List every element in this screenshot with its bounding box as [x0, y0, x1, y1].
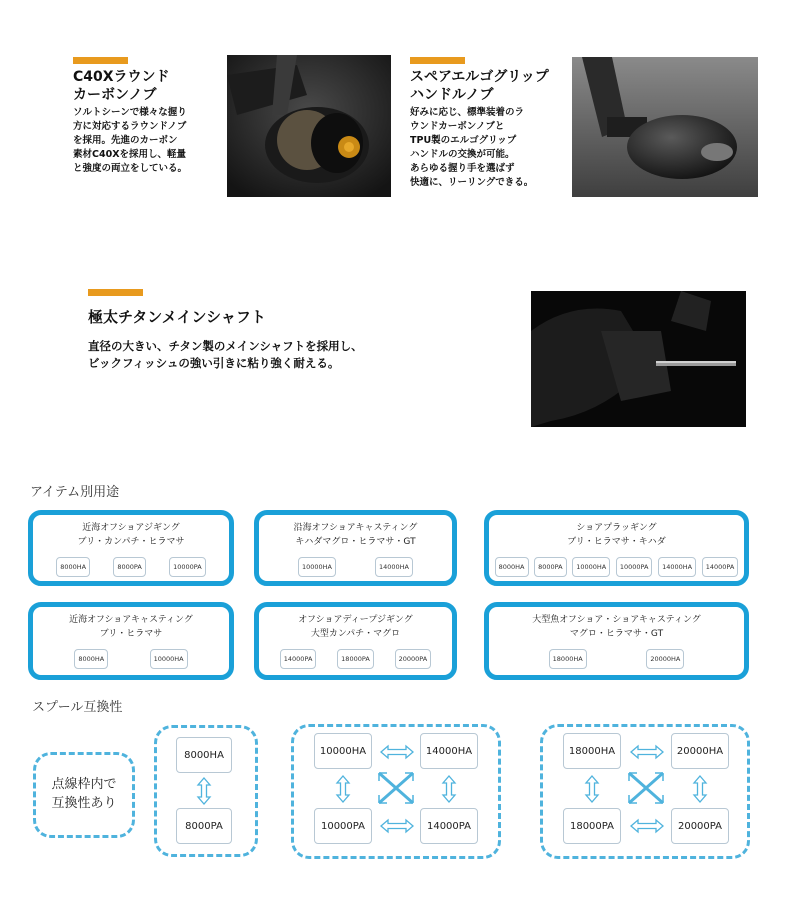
usage-card-title: 近海オフショアキャスティング: [69, 615, 193, 625]
usage-section-title: アイテム別用途: [30, 485, 120, 500]
usage-card-fish: 大型カンパチ・マグロ: [310, 629, 401, 639]
vertical-arrow: [692, 775, 708, 803]
spool-chip: 10000HA: [572, 557, 610, 577]
spool-box: 8000HA: [176, 737, 232, 773]
usage-card: [254, 510, 457, 586]
vertical-arrow: [584, 775, 600, 803]
usage-card: [484, 602, 749, 680]
spool-chip: 10000HA: [150, 649, 188, 669]
usage-card-fish: ブリ・ヒラマサ: [99, 629, 163, 639]
horizontal-arrow: [630, 744, 664, 760]
vertical-arrow: [441, 775, 457, 803]
spool-chip: 14000PA: [702, 557, 739, 577]
usage-card-title: 沿海オフショアキャスティング: [293, 523, 418, 533]
vertical-arrow: [335, 775, 351, 803]
spool-chip: 8000PA: [113, 557, 146, 577]
usage-card-fish: ブリ・カンパチ・ヒラマサ: [77, 537, 185, 547]
usage-card-fish: キハダマグロ・ヒラマサ・GT: [295, 537, 416, 547]
spool-box: 18000HA: [563, 733, 621, 769]
spool-box: 18000PA: [563, 808, 621, 844]
feature-title: スペアエルゴグリップ ハンドルノブ: [410, 69, 549, 103]
spool-box: 8000PA: [176, 808, 232, 844]
accent-bar: [410, 57, 465, 64]
feature-title: C40Xラウンド カーボンノブ: [73, 69, 170, 103]
accent-bar: [88, 289, 143, 296]
titanium-shaft-photo: [531, 291, 746, 427]
spool-chip: 8000PA: [534, 557, 567, 577]
feature-description: 直径の大きい、チタン製のメインシャフトを採用し、 ビックフィッシュの強い引きに粘り強く耐える。: [88, 339, 363, 370]
spool-box: 14000HA: [420, 733, 478, 769]
usage-card-title: 大型魚オフショア・ショアキャスティング: [532, 615, 701, 625]
spool-chip: 10000HA: [298, 557, 336, 577]
spool-chip: 14000HA: [375, 557, 413, 577]
round-knob-photo: [227, 55, 391, 197]
spool-chip: 8000HA: [56, 557, 90, 577]
spool-chip: 14000PA: [280, 649, 317, 669]
vertical-arrow: [196, 777, 212, 805]
spool-chip: 20000PA: [395, 649, 432, 669]
spool-box: 14000PA: [420, 808, 478, 844]
horizontal-arrow: [380, 818, 414, 834]
spool-chip: 10000PA: [169, 557, 206, 577]
usage-card: [28, 510, 234, 586]
legend-note: 点線枠内で 互換性あり: [51, 777, 117, 811]
spool-box: 20000HA: [671, 733, 729, 769]
usage-card: [28, 602, 234, 680]
ergo-knob-photo: [572, 57, 758, 197]
accent-bar: [73, 57, 128, 64]
usage-card-fish: ブリ・ヒラマサ・キハダ: [567, 537, 666, 547]
horizontal-arrow: [630, 818, 664, 834]
usage-card-title: オフショアディープジギング: [298, 615, 413, 625]
usage-card: [254, 602, 457, 680]
spool-box: 20000PA: [671, 808, 729, 844]
spool-chip: 20000HA: [646, 649, 684, 669]
legend-dashed-box: [33, 752, 135, 838]
cross-arrow: [626, 770, 666, 806]
spool-chip: 18000PA: [337, 649, 374, 669]
cross-arrow: [376, 770, 416, 806]
spool-chip: 14000HA: [658, 557, 696, 577]
feature-description: ソルトシーンで様々な握り 方に対応するラウンドノブ を採用。先進のカーボン 素材C40Xを採用し、軽量 と強度の両立をしている。: [73, 107, 188, 174]
spool-box: 10000PA: [314, 808, 372, 844]
feature-description: 好みに応じ、標準装着のラ ウンドカーボンノブと TPU製のエルゴグリップ ハンドルの交換が可能。 あらゆる握り手を選ばず 快適に、リーリングできる。: [410, 107, 534, 188]
spool-chip: 8000HA: [495, 557, 529, 577]
usage-card-fish: マグロ・ヒラマサ・GT: [569, 629, 664, 639]
spool-chip: 10000PA: [616, 557, 653, 577]
spool-chip: 18000HA: [549, 649, 587, 669]
usage-card-title: ショアプラッギング: [576, 523, 657, 533]
usage-card-title: 近海オフショアジギング: [82, 523, 180, 533]
usage-card: [484, 510, 749, 586]
spool-section-title: スプール互換性: [32, 700, 123, 715]
spool-box: 10000HA: [314, 733, 372, 769]
horizontal-arrow: [380, 744, 414, 760]
feature-title: 極太チタンメインシャフト: [88, 308, 266, 326]
spool-chip: 8000HA: [74, 649, 108, 669]
